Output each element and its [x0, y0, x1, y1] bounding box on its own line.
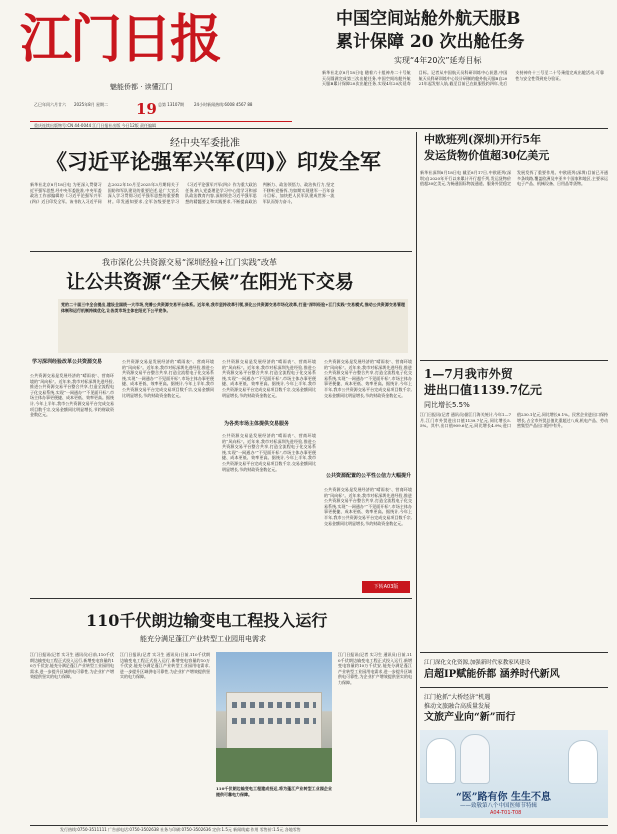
feature-military-body: 新华社北京8月18日电 为更深入贯彻习近平强军思想,经中央军委批准,中央军委政治工作部编辑的《习近平论强军兴军(四)》近日印发全军。该书收入习近平同志2022年10月至2025年3月期间关于国防和军队建设的重要论述,是广大官兵深入学习贯彻习近平强军思想的重要教材。印发通知要求,全军各级要把学习《习近平论强军兴军(四)》作为重大政治任务,纳入党委理论学习中心组学习和部队政治教育内容,深刻领会习近平强军思想的精髓要义和实践要求,不断提高政治判断力、政治领悟力、政治执行力,坚定不移听党指挥,为如期实现建军一百年奋斗目标、加快把人民军队建成世界一流军队而努力奋斗。 [30, 182, 335, 204]
power-trees [216, 748, 332, 782]
china-europe-body: 新华社深圳8月18日电 截至8月17日,中欧班列(深圳)自2020年开行以来累计开行超千列,发运货物价值超30亿美元,为畅通国际物流通道、服务外贸稳定发展发挥了重要作用。中欧班列(深圳)目前已开通多条线路,覆盖欧洲及中亚多个国家和地区,主要承运电子产品、机械设备、日用品等货物。 [420, 170, 608, 187]
masthead-red-rule [30, 121, 292, 122]
feature-power-body-col1: 江门日报讯(记者 实习生 通讯员)日前,110千伏朗边输变电工程正式投入运行,新增变电容量约10万千伏安,能充分满足蓬江产业转型工业园用电需求,进一步提升区域供电可靠性,为企业扩产增效提供坚实的电力保障。 [30, 652, 114, 680]
culture-kicker: 江门深化文化资源,加强新时代家教家风建设 [424, 660, 531, 666]
china-europe-headline-1: 中欧班列(深圳)开行5年 [424, 133, 542, 146]
top-story-subtitle: 实现“4年20次”延寿目标 [394, 56, 482, 65]
china-europe-headline-2: 发运货物价值超30亿美元 [424, 149, 550, 162]
lunar-date: 乙巳年闰六月廿六 [34, 102, 66, 107]
date-number: 19 [136, 100, 157, 118]
feature-power-caption: 110千伏朗边输变电工程建成投运,将为蓬江产业转型工业园企业提供可靠电力保障。 [216, 786, 332, 797]
trade-body: 江门日报讯(记者 通讯员)据江门海关统计,今年1—7月,江门市外贸进出口值1139.7亿元,同比增长5.5%。其中,出口值909.6亿元,同比增长4.9%;进口值230.1亿元,同比增长8.1%。民营企业进出口保持增长,占全市外贸总值比重超过八成,机电产品、劳动密集型产品出口稳中有升。 [420, 412, 608, 429]
culture-headline: 启超IP赋能侨都 涵养时代新风 [424, 669, 560, 680]
footer-rule [30, 825, 608, 826]
trade-subhead: 同比增长5.5% [424, 401, 470, 409]
feature2-divider [30, 598, 412, 599]
feature-military [30, 132, 412, 248]
doctors-promo-title: “医”路有你 生生不息 [456, 792, 551, 803]
top-story [298, 4, 608, 127]
feature-public-resources [30, 255, 412, 595]
masthead-title: 江门日报 [20, 9, 221, 70]
feature-military-headline: 《习近平论强军兴军(四)》印发全军 [46, 149, 381, 174]
feature-power-station [30, 602, 412, 826]
feature-public-section-1: 学习深圳经验改革公共资源交易 [32, 359, 103, 365]
doctors-promo-ref: A04-T01-T08 [490, 810, 522, 816]
right-divider-2 [420, 652, 608, 653]
info-strip [30, 98, 292, 122]
feature-public-headline: 让公共资源“全天候”在阳光下交易 [66, 271, 354, 293]
page-ref-a03-label: 下转A03版 [373, 584, 399, 590]
feature-public-body-col4b: 公共资源交易是发展经济的“晴雨表”、营商环境的“风向标”。近年来,我市对标深圳先进经验,推进公共资源交易平台整合共享,打造全流程电子化交易系统,实现“一网通办”“不见面开标”,市场主体办事更便捷、成本更低、效率更高。据统计,今年上半年,我市公共资源交易平台完成交易项目数千宗,交易金额同比明显增长,节约财政资金数亿元。 [324, 487, 412, 526]
feature1-divider [30, 251, 412, 252]
feature-public-section-3: 公共资源配置的公平性公信力大幅提升 [326, 473, 412, 479]
power-building-windows-2 [232, 718, 316, 724]
feature-power-body-col2: 江门日报讯(记者 实习生 通讯员)日前,110千伏朗边输变电工程正式投入运行,新增变电容量约10万千伏安,能充分满足蓬江产业转型工业园用电需求,进一步提升区域供电可靠性,为企业扩产增效提供坚实的电力保障。 [120, 652, 210, 680]
right-column [420, 132, 608, 822]
right-column-divider [416, 132, 417, 822]
feature-public-kicker: 我市深化公共资源交易“深圳经验+江门实践”改革 [102, 258, 277, 267]
footer-text: 发行热线:0750-3511111 广告部电话:0750-3502638 社务与印刷:0750-3502636 定价:1.5元 新闻线索:作用 零售价:1.5元 各地零售 [60, 827, 301, 832]
doctor-figure-3 [568, 740, 598, 784]
hotline: 24小时新闻热线:6008 4567 88 [194, 102, 253, 107]
doctors-promo-subtitle: ——致敬第八个中国医师节特辑 [460, 803, 538, 809]
feature-public-section-2: 为各类市场主体提供交易服务 [224, 421, 290, 427]
bridge-kicker-1: 江门抢抓“大桥经济”机遇 [424, 694, 491, 701]
feature-public-body-col3: 公共资源交易是发展经济的“晴雨表”、营商环境的“风向标”。近年来,我市对标深圳先进经验,推进公共资源交易平台整合共享,打造全流程电子化交易系统,实现“一网通办”“不见面开标”,市场主体办事更便捷、成本更低、效率更高。据统计,今年上半年,我市公共资源交易平台完成交易项目数千宗,交易金额同比明显增长,节约财政资金数亿元。 [222, 359, 316, 398]
top-story-headline-1: 中国空间站舱外航天服B [336, 9, 521, 29]
feature-public-body-col1: 公共资源交易是发展经济的“晴雨表”、营商环境的“风向标”。近年来,我市对标深圳先进经验,推进公共资源交易平台整合共享,打造全流程电子化交易系统,实现“一网通办”“不见面开标”,市场主体办事更便捷、成本更低、效率更高。据统计,今年上半年,我市公共资源交易平台完成交易项目数千宗,交易金额同比明显增长,节约财政资金数亿元。 [30, 373, 114, 418]
right-divider-3 [420, 687, 608, 688]
feature-power-subtitle: 能充分满足蓬江产业转型工业园用电需求 [140, 635, 266, 643]
feature-public-body-col3b: 公共资源交易是发展经济的“晴雨表”、营商环境的“风向标”。近年来,我市对标深圳先进经验,推进公共资源交易平台整合共享,打造全流程电子化交易系统,实现“一网通办”“不见面开标”,市场主体办事更便捷、成本更低、效率更高。据统计,今年上半年,我市公共资源交易平台完成交易项目数千宗,交易金额同比明显增长,节约财政资金数亿元。 [222, 433, 316, 472]
top-divider [30, 128, 608, 129]
masthead-strip: 重庆连续出版物号:CN 44-0044 江门日报社出版 今日12版 责任编辑 [34, 123, 157, 128]
doctor-figure-2 [460, 734, 490, 784]
trade-headline-1: 1—7月我市外贸 [424, 367, 513, 381]
top-story-body: 新华社北京8月18日电 随着六十组神舟二十号航天员圆满完成第三次出舱任务,中国空间站舱外航天服B累计保障20次出舱任务,实现4年20次延寿目标。记者从中国航天员科研训练中心获悉,中国航天员科研训练中心设计研制的舱外航天服B自2021年起发射入轨,截至目前已在轨服役约四年,先后支持神舟十三号至二十号乘组完成出舱活动,可靠性与安全性得到充分验证。 [322, 70, 604, 87]
bridge-headline: 文旅产业向“新”而行 [424, 712, 516, 723]
feature-public-body-col2: 公共资源交易是发展经济的“晴雨表”、营商环境的“风向标”。近年来,我市对标深圳先进经验,推进公共资源交易平台整合共享,打造全流程电子化交易系统,实现“一网通办”“不见面开标”,市场主体办事更便捷、成本更低、效率更高。据统计,今年上半年,我市公共资源交易平台完成交易项目数千宗,交易金额同比明显增长,节约财政资金数亿元。 [122, 359, 214, 398]
doctor-figure-1 [426, 738, 456, 784]
issue-codes: 总第 13107期 [158, 102, 184, 107]
masthead-slogan: 魅能侨都 · 读懂江门 [110, 83, 173, 91]
power-building-windows [232, 702, 316, 708]
right-divider-1 [420, 360, 608, 361]
feature-public-body-col4: 公共资源交易是发展经济的“晴雨表”、营商环境的“风向标”。近年来,我市对标深圳先进经验,推进公共资源交易平台整合共享,打造全流程电子化交易系统,实现“一网通办”“不见面开标”,市场主体办事更便捷、成本更低、效率更高。据统计,今年上半年,我市公共资源交易平台完成交易项目数千宗,交易金额同比明显增长,节约财政资金数亿元。 [324, 359, 412, 398]
weekday-date: 2025年8月 星期二 [74, 102, 108, 107]
feature-public-summary: 党的二十届三中全会提出,建设全国统一大市场,完善公共资源交易平台体系。近年来,我市坚持改革引领,深化公共资源交易市场化改革,打造“深圳经验+江门实践”交易模式,推动公共资源交易管理体制和运行机制持续优化,让各类市场主体在阳光下公平竞争。 [58, 299, 408, 353]
feature-power-headline: 110千伏朗边输变电工程投入运行 [86, 611, 328, 630]
feature-power-body-col3: 江门日报讯(记者 实习生 通讯员)日前,110千伏朗边输变电工程正式投入运行,新增变电容量约10万千伏安,能充分满足蓬江产业转型工业园用电需求,进一步提升区域供电可靠性,为企业扩产增效提供坚实的电力保障。 [338, 652, 412, 685]
page-ref-a03[interactable] [362, 581, 410, 593]
feature-military-kicker: 经中央军委批准 [170, 138, 240, 149]
power-station-photo [216, 652, 332, 782]
doctors-day-promo[interactable] [420, 730, 608, 818]
bridge-kicker-2: 推动文旅融合高质量发展 [424, 703, 491, 710]
trade-headline-2: 进出口值1139.7亿元 [424, 383, 542, 397]
top-story-headline-2: 累计保障 20 次出舱任务 [336, 32, 525, 52]
masthead [14, 4, 221, 104]
